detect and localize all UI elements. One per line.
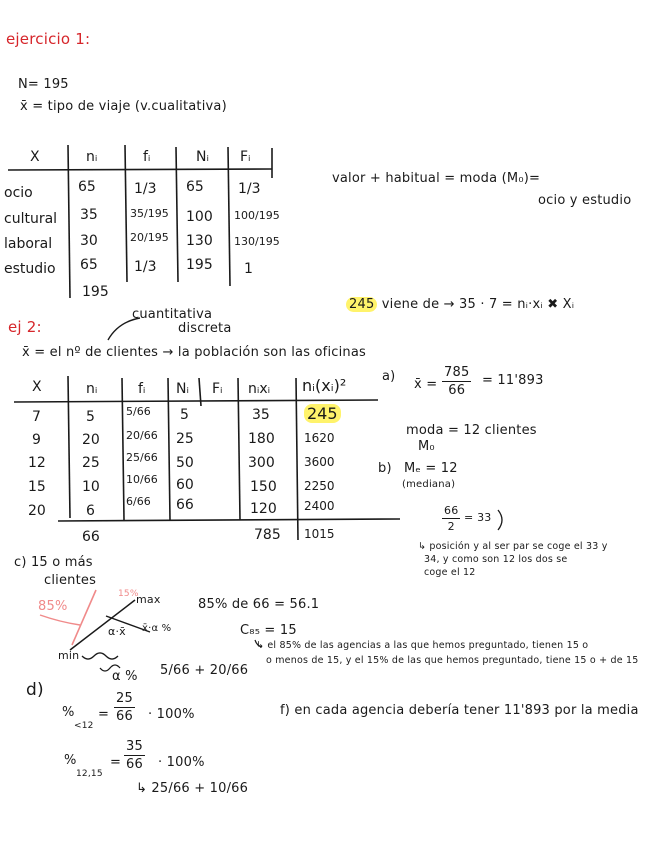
note-245	[346, 298, 574, 311]
ex1-header-ni: nᵢ	[86, 149, 98, 165]
ex1-x-line: x̄ = tipo de viaje (v.cualitativa)	[20, 99, 227, 114]
note-245-text: viene de → 35 · 7 = nᵢ·xᵢ ✖ Xᵢ	[381, 297, 575, 312]
ex1-moda-line2: ocio y estudio	[538, 193, 632, 208]
ex1-header-Ni: Nᵢ	[196, 149, 209, 165]
ex2-header-fi: fᵢ	[138, 381, 146, 397]
d-p2-fraction: $\frac{35}{66}$	[126, 739, 143, 772]
table-cell: ocio	[4, 185, 33, 201]
table-cell: laboral	[4, 236, 53, 252]
c-sketch-alpha2: x̄·α %	[142, 623, 172, 634]
table-cell: 1620	[304, 431, 335, 445]
ex2-moda-line2: M₀	[418, 439, 435, 454]
ex2-a-lhs: x̄ =	[414, 377, 438, 392]
table-cell: 25	[82, 455, 100, 471]
ex1-total: 195	[82, 284, 109, 300]
d-p2-sum: ↳ 25/66 + 10/66	[136, 781, 249, 796]
ex1-header-fi: fᵢ	[143, 149, 151, 165]
table-cell: 5	[180, 407, 189, 423]
table-cell: 20	[28, 503, 46, 519]
table-cell: 195	[186, 257, 213, 273]
table-cell: 245	[304, 406, 341, 422]
d-p1-tail: · 100%	[148, 707, 195, 722]
table-cell: 7	[32, 409, 41, 425]
note-245-highlight: 245	[346, 297, 377, 312]
table-cell: 3600	[304, 455, 335, 469]
d-f-text: f) en cada agencia debería tener 11'893 por la media	[280, 703, 639, 718]
table-cell: 6	[86, 503, 95, 519]
c-sum: 5/66 + 20/66	[160, 663, 249, 678]
ex2-total-nixi: 785	[254, 527, 281, 543]
c-c85: C₈₅ = 15	[240, 623, 297, 638]
ex2-header-ni: nᵢ	[86, 381, 98, 397]
d-p1-fraction: $\frac{25}{66}$	[116, 691, 133, 724]
ex1-n-line: N= 195	[18, 77, 69, 92]
ex2-b-label: b)	[378, 461, 392, 476]
c-sketch-15: 15%	[118, 589, 139, 599]
table-cell: 2250	[304, 479, 335, 493]
table-cell: 180	[248, 431, 275, 447]
ex2-b-plus: = 33	[464, 511, 492, 524]
table-cell: 65	[186, 179, 204, 195]
ex2-b-fraction: $\frac{66}{2}$	[444, 504, 459, 533]
table-cell: estudio	[4, 261, 56, 277]
ex2-a-label: a)	[382, 369, 396, 384]
table-cell: 20/66	[126, 429, 158, 442]
c-sketch-max: max	[136, 593, 161, 606]
d-p2-sub: 12,15	[76, 769, 103, 779]
ex1-title: ejercicio 1:	[6, 30, 91, 48]
table-cell: 1/3	[134, 259, 157, 275]
ex2-annot-1: cuantitativa	[132, 307, 213, 322]
ex2-b-note1: ↳ posición y al ser par se coge el 33 y	[418, 541, 608, 552]
d-p1-sub: <12	[74, 721, 94, 731]
table-cell: 12	[28, 455, 46, 471]
table-cell: 35	[80, 207, 98, 223]
ex2-b-note2: 34, y como son 12 los dos se	[424, 554, 568, 565]
c-sketch-min: min	[58, 649, 80, 662]
ex1-header-x: X	[30, 149, 40, 165]
ex2-header-Fi: Fᵢ	[212, 381, 223, 397]
c-expl1: ↳ el 85% de las agencias a las que hemos preguntado, tienen 15 o	[256, 640, 589, 651]
ex1-moda-line1: valor + habitual = moda (M₀)=	[332, 171, 541, 186]
table-cell: 15	[28, 479, 46, 495]
ex2-header-Ni: Nᵢ	[176, 381, 189, 397]
table-cell: 35/195	[130, 207, 169, 220]
ex2-header-nixi2: nᵢ(xᵢ)²	[302, 376, 347, 395]
table-cell: 65	[80, 257, 98, 273]
d-p2-eq: =	[110, 755, 122, 770]
table-cell: 60	[176, 477, 194, 493]
ex2-annot-2: discreta	[178, 321, 232, 336]
table-cell: 100	[186, 209, 213, 225]
d-label: d)	[26, 680, 44, 700]
table-cell: cultural	[4, 211, 58, 227]
ex2-header-x: X	[32, 379, 42, 395]
table-cell: 20/195	[130, 231, 169, 244]
ex2-b-note3: coge el 12	[424, 567, 476, 578]
d-p2-tail: · 100%	[158, 755, 205, 770]
d-p1-lhs: %	[62, 705, 75, 720]
c-sketch-alpha3: α %	[112, 669, 138, 684]
ex1-header-Fi: Fᵢ	[240, 149, 251, 165]
table-cell: 20	[82, 432, 100, 448]
table-cell: 120	[250, 501, 277, 517]
table-cell: 10/66	[126, 473, 158, 486]
c-label2: clientes	[44, 573, 97, 588]
c-sketch-alpha1: α·x̄	[108, 625, 126, 638]
ex2-total-nixi2: 1015	[304, 527, 335, 541]
table-cell: 1/3	[238, 181, 261, 197]
d-p2-lhs: %	[64, 753, 77, 768]
table-cell: 6/66	[126, 495, 151, 508]
table-cell: 300	[248, 455, 275, 471]
ex2-b-mediana: (mediana)	[402, 479, 456, 490]
table-cell: 25	[176, 431, 194, 447]
table-cell: 65	[78, 179, 96, 195]
ex2-title: ej 2:	[8, 318, 42, 336]
ex2-moda-line1: moda = 12 clientes	[406, 423, 537, 438]
table-cell: 150	[250, 479, 277, 495]
ex2-x-line: x̄ = el nº de clientes → la población son las oficinas	[22, 345, 366, 360]
table-cell: 35	[252, 407, 270, 423]
table-cell: 50	[176, 455, 194, 471]
table-cell: 1/3	[134, 181, 157, 197]
table-cell: 66	[176, 497, 194, 513]
table-cell: 1	[244, 261, 253, 277]
c-calc: 85% de 66 = 56.1	[198, 597, 320, 612]
table-cell: 2400	[304, 499, 335, 513]
ex2-total-ni: 66	[82, 529, 100, 545]
ex2-a-fraction: $\frac{785}{66}$	[444, 365, 470, 398]
table-cell: 100/195	[234, 209, 280, 222]
table-cell: 130/195	[234, 235, 280, 248]
table-cell: 30	[80, 233, 98, 249]
table-cell: 5	[86, 409, 95, 425]
ex2-header-nixi: nᵢxᵢ	[248, 381, 271, 397]
c-label: c) 15 o más	[14, 555, 93, 570]
d-p1-eq: =	[98, 707, 110, 722]
table-cell: 5/66	[126, 405, 151, 418]
c-sketch-85: 85%	[38, 599, 68, 614]
c-expl2: o menos de 15, y el 15% de las que hemos preguntado, tiene 15 o + de 15	[266, 655, 639, 666]
ex2-b-me: Mₑ = 12	[404, 461, 458, 476]
table-cell: 9	[32, 432, 41, 448]
ex2-a-result: = 11'893	[482, 373, 544, 388]
table-cell: 10	[82, 479, 100, 495]
table-cell: 25/66	[126, 451, 158, 464]
table-cell: 130	[186, 233, 213, 249]
